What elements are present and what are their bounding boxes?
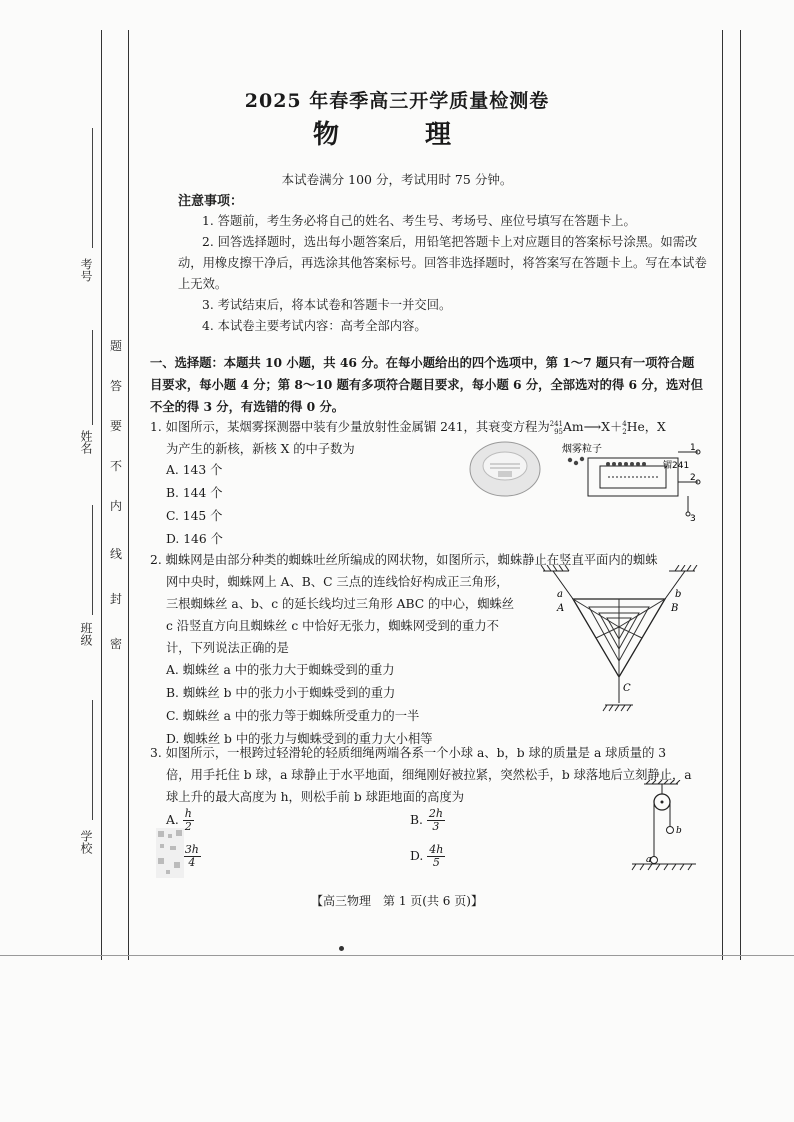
q3-option-letter: B. xyxy=(410,813,423,827)
q3-option-fraction xyxy=(427,844,445,869)
q1-he-num: 2 xyxy=(622,427,627,436)
notice-item: 3. 考试结束后，将本试卷和答题卡一并交回。 xyxy=(202,298,452,312)
q1-stem-a: 1. 如图所示，某烟雾探测器中装有少量放射性金属镅 241，其衰变方程为 xyxy=(150,420,550,434)
notice-list xyxy=(178,211,708,337)
page-footer: 【高三物理 第 1 页(共 6 页)】 xyxy=(311,894,483,908)
q3-stem-line: 倍，用手托住 b 球，a 球静止于水平地面，细绳刚好被拉紧，突然松手，b 球落地后立刻静止，a xyxy=(166,768,692,782)
frac-den: 3 xyxy=(432,820,440,833)
q1-he: He，X xyxy=(626,420,666,434)
q3-option-d xyxy=(410,844,445,869)
page-bottom-line xyxy=(0,955,794,956)
fig-label-C: C xyxy=(623,683,631,694)
smoke-detector-diagram xyxy=(548,440,708,522)
name-label: 姓名 xyxy=(79,430,93,454)
q2-stem-line: 计，下列说法正确的是 xyxy=(166,641,289,655)
q3-option-letter: A. xyxy=(166,813,179,827)
seal-char: 内 xyxy=(110,499,123,513)
q1-stem xyxy=(150,416,710,438)
fig-num-1: 1 xyxy=(690,443,696,453)
exam-info: 本试卷满分 100 分，考试用时 75 分钟。 xyxy=(281,172,513,187)
fig-label-b: b xyxy=(675,589,682,600)
notice-item: 2. 回答选择题时，选出每小题答案后，用铅笔把答题卡上对应题目的答案标号涂黑。如需改动，用橡皮擦干净后，再选涂其他答案标号。回答非选择题时，将答案写在答题卡上。写在本试卷上无效。 xyxy=(178,235,707,291)
school-label: 学校 xyxy=(79,830,93,854)
q3-option-b xyxy=(410,808,445,833)
q1-am-num: 95 xyxy=(554,427,564,436)
class-underline xyxy=(92,505,93,615)
arrow-icon: ⟶ xyxy=(583,420,602,434)
q1-option-a: A. 143 个 xyxy=(166,463,223,477)
frac-num: h xyxy=(184,807,192,820)
fig-label-ball-a: a xyxy=(646,855,652,865)
q1-stem-b: 为产生的新核，新核 X 的中子数为 xyxy=(166,442,355,456)
q2-stem-line: 三根蜘蛛丝 a、b、c 的延长线均过三角形 ABC 的中心，蜘蛛丝 xyxy=(166,597,515,611)
fig-label-B: B xyxy=(671,603,679,614)
frac-num: 3h xyxy=(184,843,199,856)
section-header: 一、选择题：本题共 10 小题，共 46 分。在每小题给出的四个选项中，第 1～7 题只有一项符合题目要求，每小题 4 分；第 8～10 题有多项符合题目要求，每小题 6 分，全部选对的得 6 分，选对但不全的得 3 分，有选错的得 0 分。 xyxy=(150,355,703,414)
smoke-detector-image xyxy=(468,440,542,498)
q2-stem-line: 网中央时，蜘蛛网上 A、B、C 三点的连线恰好构成正三角形， xyxy=(166,575,509,589)
q1-am-mass: 241 xyxy=(549,419,564,428)
frac-num: 2h xyxy=(428,807,443,820)
q3-option-fraction xyxy=(183,844,201,869)
notice-item: 1. 答题前，考生务必将自己的姓名、考生号、考场号、座位号填写在答题卡上。 xyxy=(202,214,636,228)
seal-char: 要 xyxy=(110,419,123,433)
q3-option-letter: D. xyxy=(410,849,424,863)
seal-char: 不 xyxy=(110,459,123,473)
q1-option-c: C. 145 个 xyxy=(166,509,223,523)
q1-eq-mid: X＋ xyxy=(601,420,623,434)
q1-am: Am xyxy=(563,420,584,434)
fig-label-ball-b: b xyxy=(676,826,682,836)
q3-stem-line: 球上升的最大高度为 h，则松手前 b 球距地面的高度为 xyxy=(166,790,465,804)
pulley-diagram xyxy=(628,780,700,872)
seal-char: 线 xyxy=(110,547,123,561)
fig-num-2: 2 xyxy=(690,473,696,483)
frac-num: 4h xyxy=(429,843,444,856)
name-underline xyxy=(92,330,93,425)
fig-label-A: A xyxy=(557,603,565,614)
q2-option-a: A. 蜘蛛丝 a 中的张力大于蜘蛛受到的重力 xyxy=(166,663,395,677)
spider-web-diagram xyxy=(535,565,703,715)
q1-option-b: B. 144 个 xyxy=(166,486,223,500)
notice-item: 4. 本试卷主要考试内容：高考全部内容。 xyxy=(202,319,427,333)
q2-option-d: D. 蜘蛛丝 b 中的张力与蜘蛛受到的重力大小相等 xyxy=(166,732,433,746)
frac-den: 4 xyxy=(188,856,196,869)
class-label: 班级 xyxy=(79,622,93,646)
q2-stem-line: 2. 蜘蛛网是由部分种类的蜘蛛吐丝所编成的网状物，如图所示，蜘蛛静止在竖直平面内的蜘蛛 xyxy=(150,553,658,567)
punch-mark xyxy=(339,946,344,951)
subject-title: 物 理 xyxy=(312,120,481,150)
fig-label-smoke: 烟雾粒子 xyxy=(562,444,602,455)
q1-am-nuclide xyxy=(550,420,563,436)
q3-option-fraction xyxy=(183,808,194,833)
q3-option-fraction xyxy=(427,808,445,833)
seal-char: 密 xyxy=(110,637,123,651)
q1-he-mass: 4 xyxy=(622,419,627,428)
seal-char: 封 xyxy=(110,592,123,606)
frac-den: 2 xyxy=(184,820,192,833)
notice-heading: 注意事项： xyxy=(178,194,244,209)
q2-option-b: B. 蜘蛛丝 b 中的张力小于蜘蛛受到的重力 xyxy=(166,686,396,700)
frac-den: 5 xyxy=(432,856,440,869)
seal-char: 题 xyxy=(110,339,123,353)
fig-label-am: 镅241 xyxy=(663,461,690,471)
exam-no-label: 考号 xyxy=(79,258,93,282)
q1-option-d: D. 146 个 xyxy=(166,532,223,546)
fig-num-3: 3 xyxy=(690,514,696,522)
q2-stem-line: c 沿竖直方向且蜘蛛丝 c 中恰好无张力，蜘蛛网受到的重力不 xyxy=(166,619,499,633)
q3-stem-line: 3. 如图所示，一根跨过轻滑轮的轻质细绳两端各系一个小球 a、b，b 球的质量是 a 球质量的 3 xyxy=(150,746,667,760)
seal-char: 答 xyxy=(110,379,123,393)
q2-option-c: C. 蜘蛛丝 a 中的张力等于蜘蛛所受重力的一半 xyxy=(166,709,420,723)
exam-title: 2025 年春季高三开学质量检测卷 xyxy=(244,90,550,112)
fig-label-a: a xyxy=(557,589,563,600)
qr-code-mark xyxy=(156,828,184,878)
school-underline xyxy=(92,700,93,820)
